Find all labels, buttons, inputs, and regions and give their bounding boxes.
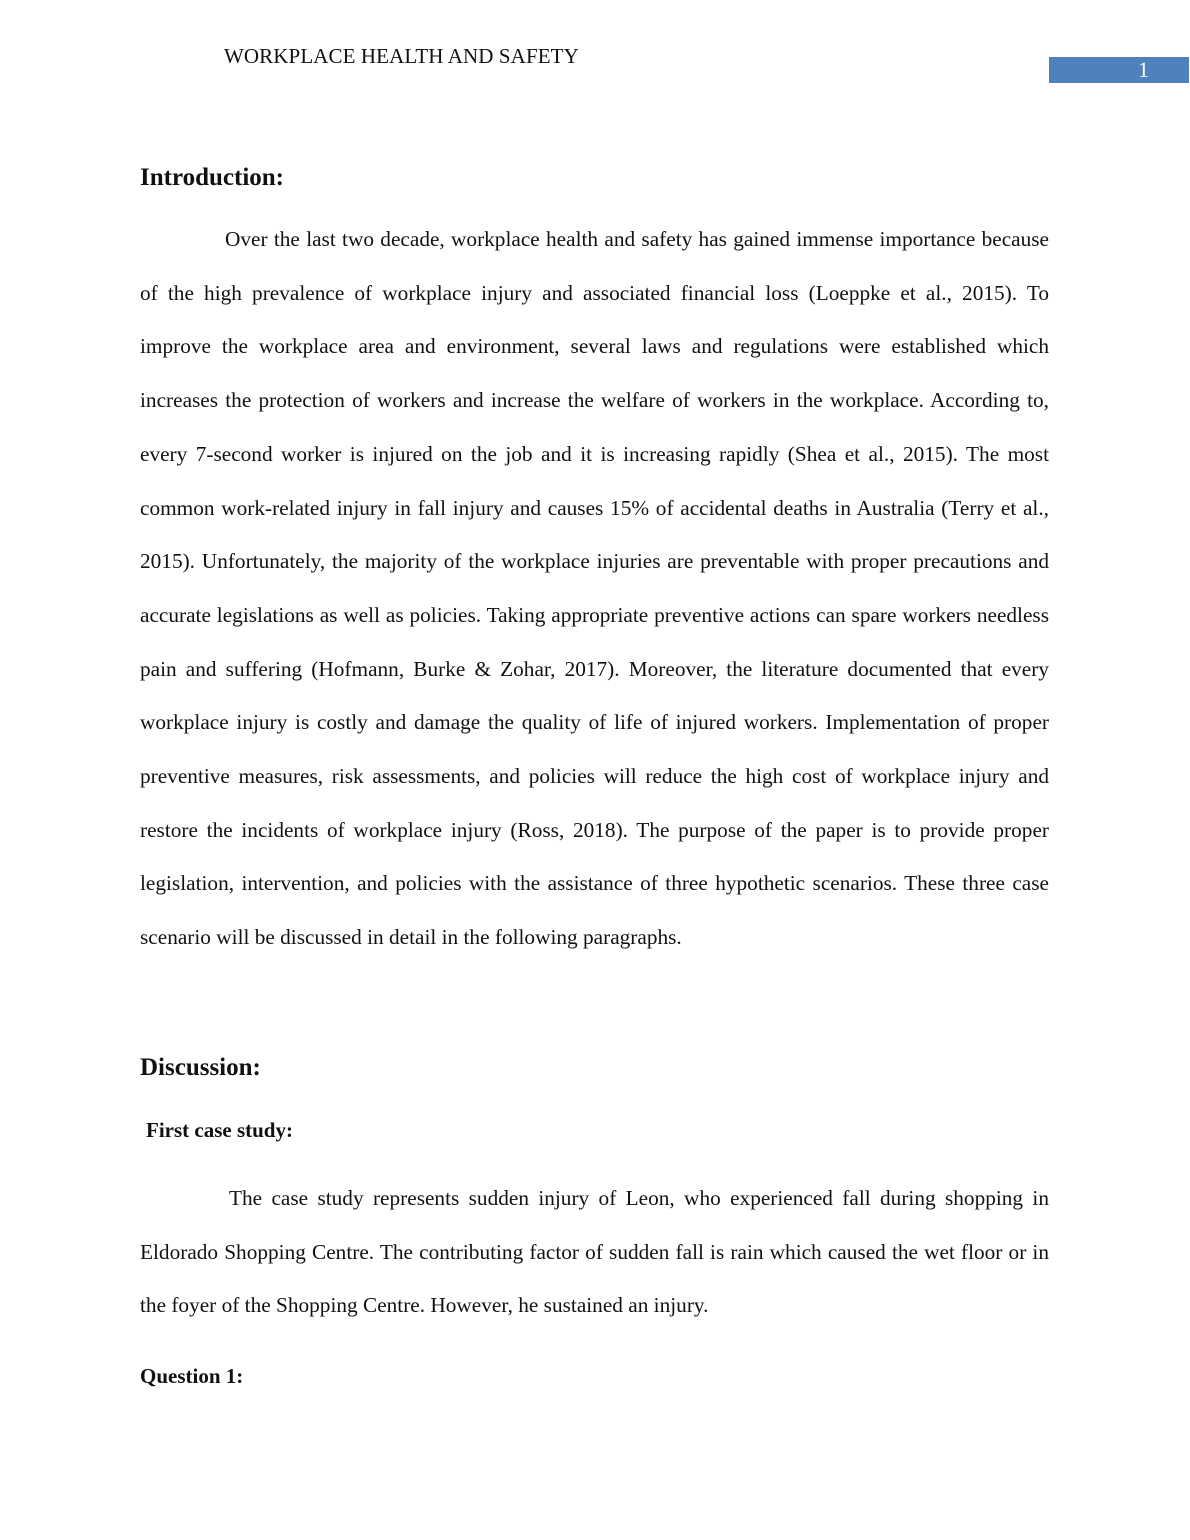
introduction-heading: Introduction:: [140, 164, 285, 191]
introduction-paragraph: Over the last two decade, workplace health and safety has gained immense importance because of the high prevalence of workplace injury and associated financial loss (Loeppke et al., 2015). To improve the workplace area and environment, several laws and regulations were established which increases the protection of workers and increase the welfare of workers in the workplace. According to, every 7-second worker is injured on the job and it is increasing rapidly (Shea et al., 2015). The most common work-related injury in fall injury and causes 15% of accidental deaths in Australia (Terry et al., 2015). Unfortunately, the majority of the workplace injuries are preventable with proper precautions and accurate legislations as well as policies. Taking appropriate preventive actions can spare workers needless pain and suffering (Hofmann, Burke & Zohar, 2017). Moreover, the literature documented that every workplace injury is costly and damage the quality of life of injured workers. Implementation of proper preventive measures, risk assessments, and policies will reduce the high cost of workplace injury and restore the incidents of workplace injury (Ross, 2018). The purpose of the paper is to provide proper legislation, intervention, and policies with the assistance of three hypothetic scenarios. These three case scenario will be discussed in detail in the following paragraphs.: [140, 227, 1049, 950]
discussion-heading: Discussion:: [140, 1054, 261, 1081]
running-header: WORKPLACE HEALTH AND SAFETY: [224, 44, 579, 68]
question-1-heading: Question 1:: [140, 1364, 244, 1388]
first-case-paragraph: The case study represents sudden injury of Leon, who experienced fall during shopping in Eldorado Shopping Centre. The contributing factor of sudden fall is rain which caused the wet floor or in the foyer of the Shopping Centre. However, he sustained an injury.: [140, 1186, 1049, 1318]
first-case-heading: First case study:: [146, 1118, 293, 1142]
page-number: 1: [1049, 57, 1189, 83]
